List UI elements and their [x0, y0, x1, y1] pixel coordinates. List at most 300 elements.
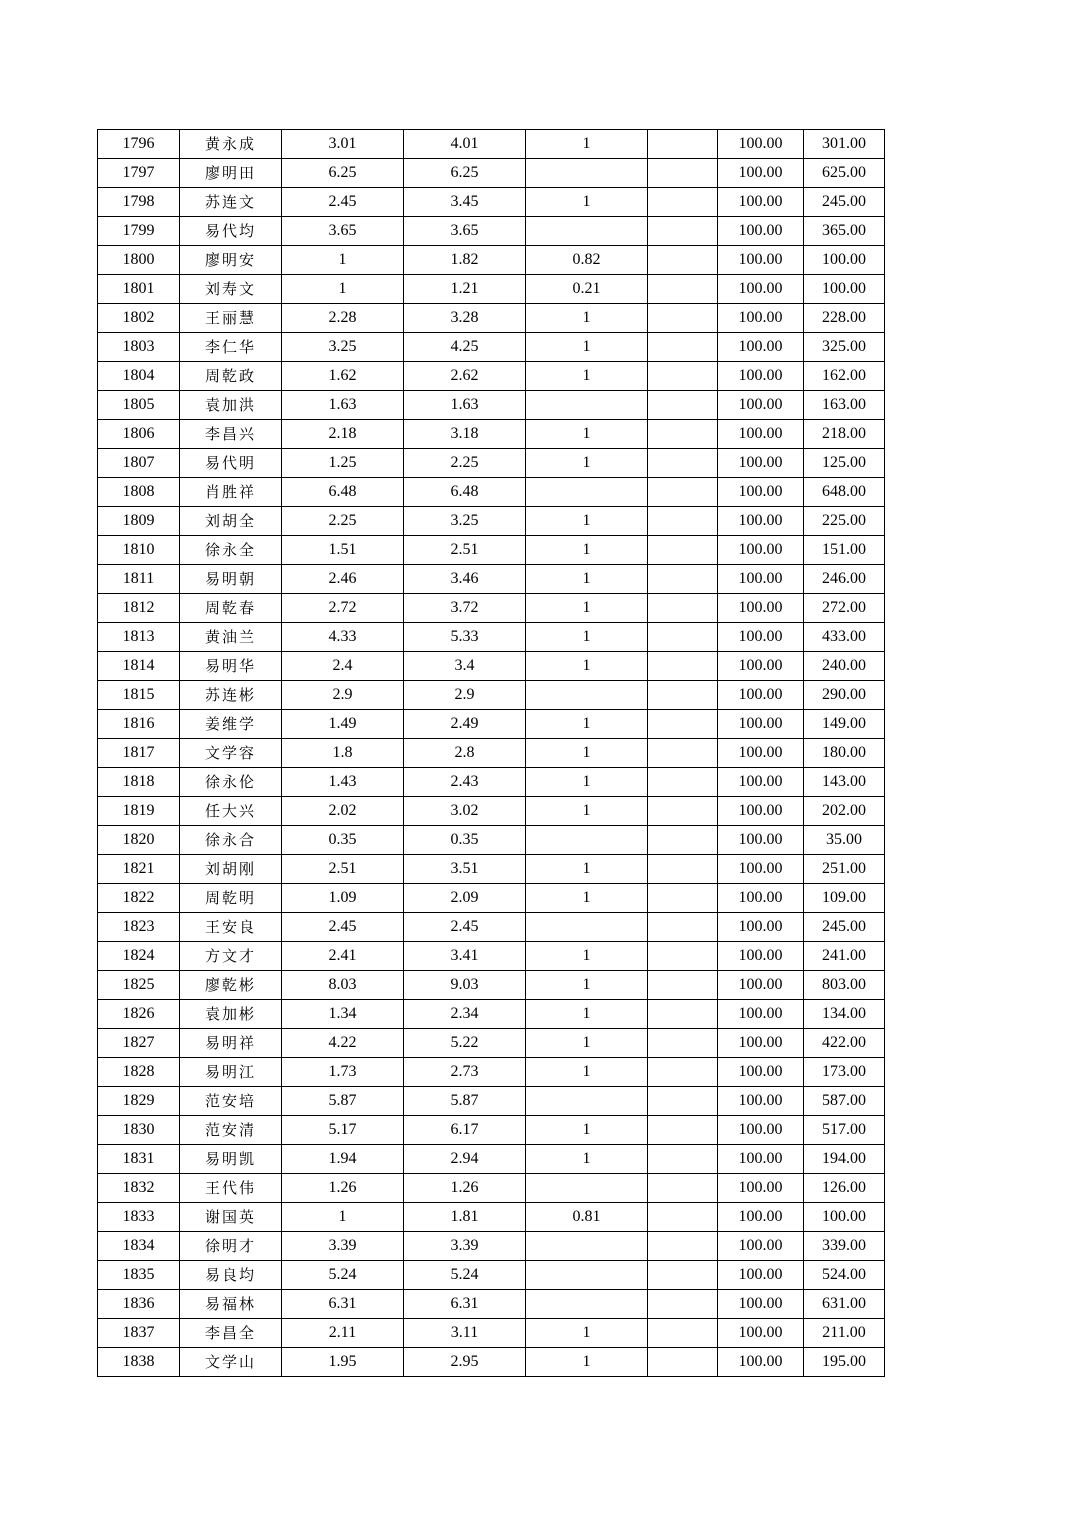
value-a-cell: 1: [282, 246, 404, 275]
amount-cell: 648.00: [804, 478, 885, 507]
value-c-cell: [526, 913, 648, 942]
value-a-cell: 1.25: [282, 449, 404, 478]
value-c-cell: 1: [526, 623, 648, 652]
value-c-cell: [526, 217, 648, 246]
rate-cell: 100.00: [718, 1174, 804, 1203]
value-b-cell: 2.9: [404, 681, 526, 710]
table-row: [98, 1058, 885, 1087]
rate-cell: 100.00: [718, 797, 804, 826]
blank-cell: [648, 1116, 718, 1145]
rate-cell: 100.00: [718, 536, 804, 565]
name-cell: 苏连彬: [180, 681, 282, 710]
value-a-cell: 3.01: [282, 130, 404, 159]
row-number-cell: 1805: [98, 391, 180, 420]
table-row: [98, 391, 885, 420]
table-row: [98, 623, 885, 652]
table-row: [98, 565, 885, 594]
rate-cell: 100.00: [718, 1261, 804, 1290]
value-a-cell: 2.46: [282, 565, 404, 594]
table-row: [98, 1000, 885, 1029]
rate-cell: 100.00: [718, 1348, 804, 1377]
amount-cell: 225.00: [804, 507, 885, 536]
value-b-cell: 3.51: [404, 855, 526, 884]
value-c-cell: 1: [526, 652, 648, 681]
amount-cell: 180.00: [804, 739, 885, 768]
amount-cell: 272.00: [804, 594, 885, 623]
value-c-cell: 1: [526, 1145, 648, 1174]
row-number-cell: 1796: [98, 130, 180, 159]
name-cell: 徐明才: [180, 1232, 282, 1261]
value-c-cell: 1: [526, 739, 648, 768]
name-cell: 易良均: [180, 1261, 282, 1290]
value-a-cell: 5.24: [282, 1261, 404, 1290]
name-cell: 王代伟: [180, 1174, 282, 1203]
value-a-cell: 1.63: [282, 391, 404, 420]
value-c-cell: 1: [526, 942, 648, 971]
name-cell: 王安良: [180, 913, 282, 942]
name-cell: 徐永合: [180, 826, 282, 855]
row-number-cell: 1815: [98, 681, 180, 710]
value-b-cell: 0.35: [404, 826, 526, 855]
table-row: [98, 971, 885, 1000]
value-b-cell: 3.46: [404, 565, 526, 594]
table-row: [98, 1261, 885, 1290]
rate-cell: 100.00: [718, 1116, 804, 1145]
table-row: [98, 507, 885, 536]
row-number-cell: 1802: [98, 304, 180, 333]
value-b-cell: 1.81: [404, 1203, 526, 1232]
rate-cell: 100.00: [718, 333, 804, 362]
rate-cell: 100.00: [718, 159, 804, 188]
value-c-cell: 1: [526, 710, 648, 739]
rate-cell: 100.00: [718, 304, 804, 333]
value-a-cell: 0.35: [282, 826, 404, 855]
row-number-cell: 1797: [98, 159, 180, 188]
table-row: [98, 449, 885, 478]
value-c-cell: 1: [526, 1116, 648, 1145]
rate-cell: 100.00: [718, 826, 804, 855]
value-a-cell: 1.34: [282, 1000, 404, 1029]
table-row: [98, 681, 885, 710]
name-cell: 易明华: [180, 652, 282, 681]
rate-cell: 100.00: [718, 1087, 804, 1116]
value-a-cell: 6.25: [282, 159, 404, 188]
rate-cell: 100.00: [718, 884, 804, 913]
rate-cell: 100.00: [718, 971, 804, 1000]
name-cell: 方文才: [180, 942, 282, 971]
rate-cell: 100.00: [718, 188, 804, 217]
table-row: [98, 1203, 885, 1232]
rate-cell: 100.00: [718, 217, 804, 246]
row-number-cell: 1806: [98, 420, 180, 449]
value-c-cell: 1: [526, 188, 648, 217]
value-b-cell: 2.95: [404, 1348, 526, 1377]
blank-cell: [648, 1290, 718, 1319]
blank-cell: [648, 333, 718, 362]
name-cell: 易明朝: [180, 565, 282, 594]
value-c-cell: [526, 1232, 648, 1261]
value-a-cell: 2.51: [282, 855, 404, 884]
blank-cell: [648, 884, 718, 913]
name-cell: 袁加洪: [180, 391, 282, 420]
table-row: [98, 797, 885, 826]
rate-cell: 100.00: [718, 913, 804, 942]
amount-cell: 195.00: [804, 1348, 885, 1377]
row-number-cell: 1818: [98, 768, 180, 797]
table-row: [98, 1348, 885, 1377]
blank-cell: [648, 1174, 718, 1203]
value-b-cell: 3.02: [404, 797, 526, 826]
rate-cell: 100.00: [718, 768, 804, 797]
amount-cell: 149.00: [804, 710, 885, 739]
value-c-cell: 1: [526, 333, 648, 362]
value-c-cell: 1: [526, 130, 648, 159]
name-cell: 易明祥: [180, 1029, 282, 1058]
amount-cell: 202.00: [804, 797, 885, 826]
value-b-cell: 9.03: [404, 971, 526, 1000]
table-row: [98, 710, 885, 739]
amount-cell: 246.00: [804, 565, 885, 594]
rate-cell: 100.00: [718, 652, 804, 681]
name-cell: 范安清: [180, 1116, 282, 1145]
value-c-cell: [526, 1087, 648, 1116]
value-a-cell: 1.73: [282, 1058, 404, 1087]
amount-cell: 631.00: [804, 1290, 885, 1319]
blank-cell: [648, 942, 718, 971]
value-a-cell: 2.28: [282, 304, 404, 333]
blank-cell: [648, 594, 718, 623]
value-a-cell: 5.87: [282, 1087, 404, 1116]
value-c-cell: [526, 1174, 648, 1203]
row-number-cell: 1828: [98, 1058, 180, 1087]
value-b-cell: 5.87: [404, 1087, 526, 1116]
amount-cell: 240.00: [804, 652, 885, 681]
table-body: [98, 130, 885, 1377]
value-a-cell: 1.49: [282, 710, 404, 739]
amount-cell: 211.00: [804, 1319, 885, 1348]
value-b-cell: 3.18: [404, 420, 526, 449]
row-number-cell: 1804: [98, 362, 180, 391]
value-c-cell: 1: [526, 507, 648, 536]
amount-cell: 173.00: [804, 1058, 885, 1087]
value-c-cell: 1: [526, 362, 648, 391]
rate-cell: 100.00: [718, 1000, 804, 1029]
amount-cell: 134.00: [804, 1000, 885, 1029]
value-c-cell: 1: [526, 1348, 648, 1377]
row-number-cell: 1821: [98, 855, 180, 884]
row-number-cell: 1833: [98, 1203, 180, 1232]
value-c-cell: 1: [526, 768, 648, 797]
name-cell: 易代均: [180, 217, 282, 246]
blank-cell: [648, 797, 718, 826]
rate-cell: 100.00: [718, 130, 804, 159]
blank-cell: [648, 362, 718, 391]
value-b-cell: 2.62: [404, 362, 526, 391]
value-a-cell: 1.8: [282, 739, 404, 768]
table-row: [98, 768, 885, 797]
blank-cell: [648, 159, 718, 188]
row-number-cell: 1817: [98, 739, 180, 768]
name-cell: 易明江: [180, 1058, 282, 1087]
amount-cell: 218.00: [804, 420, 885, 449]
rate-cell: 100.00: [718, 1145, 804, 1174]
table-row: [98, 188, 885, 217]
blank-cell: [648, 1087, 718, 1116]
blank-cell: [648, 855, 718, 884]
table-row: [98, 333, 885, 362]
value-a-cell: 3.39: [282, 1232, 404, 1261]
rate-cell: 100.00: [718, 420, 804, 449]
table-row: [98, 913, 885, 942]
table-row: [98, 130, 885, 159]
rate-cell: 100.00: [718, 362, 804, 391]
name-cell: 廖明安: [180, 246, 282, 275]
blank-cell: [648, 420, 718, 449]
row-number-cell: 1820: [98, 826, 180, 855]
value-b-cell: 3.11: [404, 1319, 526, 1348]
name-cell: 易代明: [180, 449, 282, 478]
row-number-cell: 1808: [98, 478, 180, 507]
value-a-cell: 1.94: [282, 1145, 404, 1174]
value-a-cell: 1: [282, 275, 404, 304]
amount-cell: 35.00: [804, 826, 885, 855]
table-row: [98, 1087, 885, 1116]
blank-cell: [648, 1261, 718, 1290]
value-b-cell: 3.65: [404, 217, 526, 246]
value-c-cell: [526, 391, 648, 420]
value-b-cell: 3.41: [404, 942, 526, 971]
table-row: [98, 855, 885, 884]
amount-cell: 126.00: [804, 1174, 885, 1203]
amount-cell: 365.00: [804, 217, 885, 246]
rate-cell: 100.00: [718, 1029, 804, 1058]
name-cell: 肖胜祥: [180, 478, 282, 507]
name-cell: 刘胡刚: [180, 855, 282, 884]
name-cell: 谢国英: [180, 1203, 282, 1232]
row-number-cell: 1837: [98, 1319, 180, 1348]
rate-cell: 100.00: [718, 1319, 804, 1348]
amount-cell: 290.00: [804, 681, 885, 710]
value-a-cell: 2.18: [282, 420, 404, 449]
value-a-cell: 6.31: [282, 1290, 404, 1319]
amount-cell: 325.00: [804, 333, 885, 362]
name-cell: 李昌全: [180, 1319, 282, 1348]
name-cell: 范安培: [180, 1087, 282, 1116]
blank-cell: [648, 478, 718, 507]
name-cell: 文学山: [180, 1348, 282, 1377]
amount-cell: 100.00: [804, 246, 885, 275]
value-b-cell: 5.22: [404, 1029, 526, 1058]
value-a-cell: 3.65: [282, 217, 404, 246]
row-number-cell: 1816: [98, 710, 180, 739]
value-a-cell: 1.95: [282, 1348, 404, 1377]
value-a-cell: 3.25: [282, 333, 404, 362]
blank-cell: [648, 1348, 718, 1377]
value-b-cell: 6.17: [404, 1116, 526, 1145]
blank-cell: [648, 1203, 718, 1232]
value-a-cell: 2.72: [282, 594, 404, 623]
name-cell: 黄油兰: [180, 623, 282, 652]
table-row: [98, 739, 885, 768]
row-number-cell: 1813: [98, 623, 180, 652]
value-c-cell: [526, 159, 648, 188]
value-b-cell: 2.45: [404, 913, 526, 942]
value-a-cell: 1.09: [282, 884, 404, 913]
row-number-cell: 1800: [98, 246, 180, 275]
row-number-cell: 1810: [98, 536, 180, 565]
value-a-cell: 6.48: [282, 478, 404, 507]
row-number-cell: 1801: [98, 275, 180, 304]
name-cell: 李昌兴: [180, 420, 282, 449]
value-c-cell: 0.21: [526, 275, 648, 304]
row-number-cell: 1803: [98, 333, 180, 362]
name-cell: 袁加彬: [180, 1000, 282, 1029]
name-cell: 周乾春: [180, 594, 282, 623]
amount-cell: 100.00: [804, 1203, 885, 1232]
amount-cell: 422.00: [804, 1029, 885, 1058]
table-row: [98, 536, 885, 565]
table-row: [98, 1319, 885, 1348]
amount-cell: 524.00: [804, 1261, 885, 1290]
rate-cell: 100.00: [718, 1290, 804, 1319]
table-row: [98, 420, 885, 449]
value-a-cell: 4.33: [282, 623, 404, 652]
table-row: [98, 652, 885, 681]
row-number-cell: 1830: [98, 1116, 180, 1145]
value-b-cell: 6.48: [404, 478, 526, 507]
row-number-cell: 1826: [98, 1000, 180, 1029]
amount-cell: 433.00: [804, 623, 885, 652]
name-cell: 周乾明: [180, 884, 282, 913]
value-a-cell: 2.4: [282, 652, 404, 681]
blank-cell: [648, 507, 718, 536]
rate-cell: 100.00: [718, 681, 804, 710]
name-cell: 廖明田: [180, 159, 282, 188]
amount-cell: 245.00: [804, 913, 885, 942]
rate-cell: 100.00: [718, 275, 804, 304]
value-b-cell: 6.31: [404, 1290, 526, 1319]
name-cell: 苏连文: [180, 188, 282, 217]
table-row: [98, 1174, 885, 1203]
table-row: [98, 217, 885, 246]
rate-cell: 100.00: [718, 1203, 804, 1232]
table-row: [98, 246, 885, 275]
value-a-cell: 1.26: [282, 1174, 404, 1203]
rate-cell: 100.00: [718, 565, 804, 594]
value-a-cell: 2.25: [282, 507, 404, 536]
blank-cell: [648, 130, 718, 159]
rate-cell: 100.00: [718, 1232, 804, 1261]
value-c-cell: [526, 1290, 648, 1319]
name-cell: 易明凯: [180, 1145, 282, 1174]
name-cell: 黄永成: [180, 130, 282, 159]
blank-cell: [648, 710, 718, 739]
name-cell: 周乾政: [180, 362, 282, 391]
value-b-cell: 1.63: [404, 391, 526, 420]
blank-cell: [648, 971, 718, 1000]
blank-cell: [648, 1232, 718, 1261]
value-b-cell: 3.25: [404, 507, 526, 536]
blank-cell: [648, 826, 718, 855]
value-b-cell: 5.24: [404, 1261, 526, 1290]
row-number-cell: 1819: [98, 797, 180, 826]
data-table: [97, 129, 885, 1377]
value-c-cell: 1: [526, 304, 648, 333]
blank-cell: [648, 536, 718, 565]
row-number-cell: 1811: [98, 565, 180, 594]
value-b-cell: 1.21: [404, 275, 526, 304]
rate-cell: 100.00: [718, 391, 804, 420]
name-cell: 姜维学: [180, 710, 282, 739]
rate-cell: 100.00: [718, 739, 804, 768]
row-number-cell: 1827: [98, 1029, 180, 1058]
value-b-cell: 2.8: [404, 739, 526, 768]
row-number-cell: 1834: [98, 1232, 180, 1261]
rate-cell: 100.00: [718, 507, 804, 536]
value-b-cell: 2.49: [404, 710, 526, 739]
amount-cell: 625.00: [804, 159, 885, 188]
row-number-cell: 1799: [98, 217, 180, 246]
value-b-cell: 4.01: [404, 130, 526, 159]
row-number-cell: 1832: [98, 1174, 180, 1203]
table-row: [98, 1290, 885, 1319]
value-c-cell: 1: [526, 797, 648, 826]
rate-cell: 100.00: [718, 594, 804, 623]
blank-cell: [648, 768, 718, 797]
value-b-cell: 3.4: [404, 652, 526, 681]
rate-cell: 100.00: [718, 710, 804, 739]
row-number-cell: 1798: [98, 188, 180, 217]
name-cell: 徐永全: [180, 536, 282, 565]
value-b-cell: 3.72: [404, 594, 526, 623]
rate-cell: 100.00: [718, 623, 804, 652]
value-b-cell: 3.39: [404, 1232, 526, 1261]
value-c-cell: 1: [526, 449, 648, 478]
value-a-cell: 2.45: [282, 188, 404, 217]
name-cell: 刘胡全: [180, 507, 282, 536]
value-c-cell: [526, 681, 648, 710]
row-number-cell: 1823: [98, 913, 180, 942]
value-a-cell: 8.03: [282, 971, 404, 1000]
rate-cell: 100.00: [718, 449, 804, 478]
blank-cell: [648, 304, 718, 333]
table-row: [98, 1145, 885, 1174]
blank-cell: [648, 623, 718, 652]
blank-cell: [648, 1000, 718, 1029]
blank-cell: [648, 1319, 718, 1348]
table-row: [98, 1029, 885, 1058]
blank-cell: [648, 275, 718, 304]
table-row: [98, 884, 885, 913]
rate-cell: 100.00: [718, 855, 804, 884]
value-c-cell: 1: [526, 594, 648, 623]
value-a-cell: 1: [282, 1203, 404, 1232]
value-c-cell: 1: [526, 971, 648, 1000]
amount-cell: 245.00: [804, 188, 885, 217]
row-number-cell: 1809: [98, 507, 180, 536]
blank-cell: [648, 246, 718, 275]
value-c-cell: 1: [526, 1319, 648, 1348]
blank-cell: [648, 739, 718, 768]
value-b-cell: 2.43: [404, 768, 526, 797]
name-cell: 任大兴: [180, 797, 282, 826]
value-c-cell: 1: [526, 1000, 648, 1029]
table-row: [98, 478, 885, 507]
value-b-cell: 6.25: [404, 159, 526, 188]
value-c-cell: [526, 478, 648, 507]
table-row: [98, 362, 885, 391]
blank-cell: [648, 188, 718, 217]
